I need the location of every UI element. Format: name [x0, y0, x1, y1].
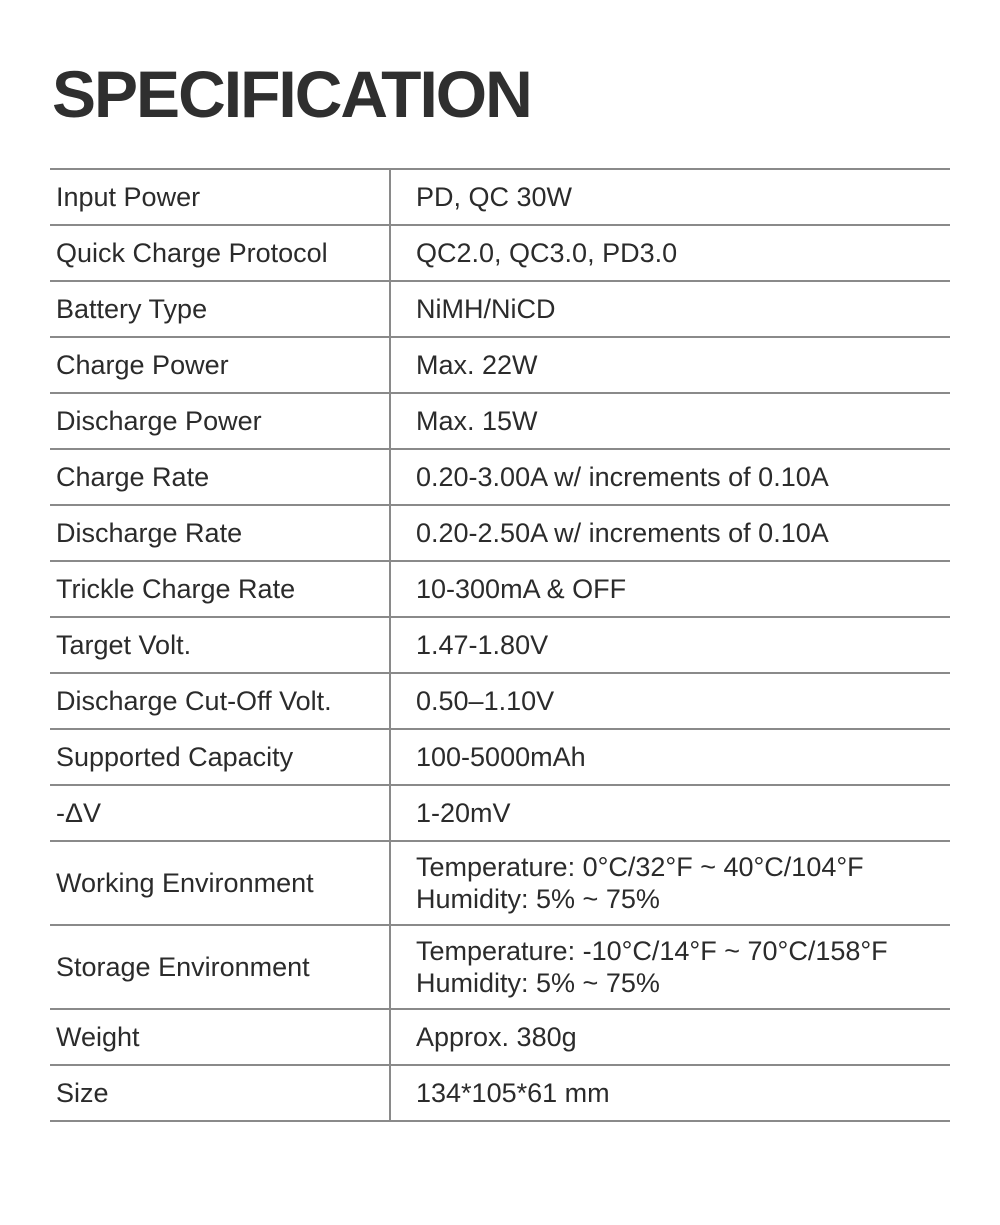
spec-label: Target Volt. — [50, 617, 390, 673]
spec-value-line: 0.20-3.00A w/ increments of 0.10A — [416, 462, 829, 492]
spec-row — [50, 561, 950, 617]
spec-value-line: 10-300mA & OFF — [416, 574, 627, 604]
spec-value-line: Temperature: 0°C/32°F ~ 40°C/104°F — [416, 852, 864, 882]
spec-row — [50, 505, 950, 561]
spec-table — [50, 168, 950, 1122]
spec-value — [390, 729, 950, 785]
spec-value-line: NiMH/NiCD — [416, 294, 556, 324]
spec-row — [50, 393, 950, 449]
spec-value-line: 0.50–1.10V — [416, 686, 555, 716]
spec-value-line: Humidity: 5% ~ 75% — [416, 884, 660, 914]
spec-label: Weight — [50, 1009, 390, 1065]
spec-label: Quick Charge Protocol — [50, 225, 390, 281]
spec-value-line: 1.47-1.80V — [416, 630, 549, 660]
spec-value-line: Max. 22W — [416, 350, 538, 380]
spec-label: Input Power — [50, 169, 390, 225]
spec-value — [390, 169, 950, 225]
spec-row — [50, 281, 950, 337]
spec-table-body — [50, 169, 950, 1121]
spec-value-line: Max. 15W — [416, 406, 538, 436]
spec-value-line: Temperature: -10°C/14°F ~ 70°C/158°F — [416, 936, 888, 966]
spec-label: Trickle Charge Rate — [50, 561, 390, 617]
spec-label: Charge Power — [50, 337, 390, 393]
page-title: SPECIFICATION — [52, 57, 531, 131]
spec-label: Discharge Cut-Off Volt. — [50, 673, 390, 729]
spec-value — [390, 673, 950, 729]
spec-label: Storage Environment — [50, 925, 390, 1009]
spec-value — [390, 925, 950, 1009]
spec-value — [390, 785, 950, 841]
spec-value-line: Humidity: 5% ~ 75% — [416, 968, 660, 998]
spec-row — [50, 1065, 950, 1121]
spec-value — [390, 561, 950, 617]
spec-value-line: QC2.0, QC3.0, PD3.0 — [416, 238, 678, 268]
spec-row — [50, 925, 950, 1009]
spec-value — [390, 449, 950, 505]
spec-row — [50, 449, 950, 505]
spec-label: Discharge Power — [50, 393, 390, 449]
spec-row — [50, 617, 950, 673]
spec-row — [50, 1009, 950, 1065]
spec-label: Battery Type — [50, 281, 390, 337]
spec-row — [50, 785, 950, 841]
spec-label: Working Environment — [50, 841, 390, 925]
spec-value-line: 100-5000mAh — [416, 742, 586, 772]
spec-row — [50, 673, 950, 729]
spec-label: Size — [50, 1065, 390, 1121]
spec-row — [50, 225, 950, 281]
spec-value — [390, 1009, 950, 1065]
spec-value-line: PD, QC 30W — [416, 182, 573, 212]
spec-value-line: 0.20-2.50A w/ increments of 0.10A — [416, 518, 829, 548]
spec-label: -ΔV — [50, 785, 390, 841]
spec-value — [390, 281, 950, 337]
spec-value — [390, 1065, 950, 1121]
spec-row — [50, 841, 950, 925]
spec-value — [390, 617, 950, 673]
spec-value — [390, 225, 950, 281]
spec-value — [390, 393, 950, 449]
spec-row — [50, 729, 950, 785]
spec-value-line: Approx. 380g — [416, 1022, 577, 1052]
spec-row — [50, 169, 950, 225]
spec-row — [50, 337, 950, 393]
spec-value-line: 1-20mV — [416, 798, 511, 828]
spec-label: Charge Rate — [50, 449, 390, 505]
spec-value-line: 134*105*61 mm — [416, 1078, 610, 1108]
spec-value — [390, 337, 950, 393]
spec-label: Discharge Rate — [50, 505, 390, 561]
spec-value — [390, 505, 950, 561]
spec-label: Supported Capacity — [50, 729, 390, 785]
spec-value — [390, 841, 950, 925]
